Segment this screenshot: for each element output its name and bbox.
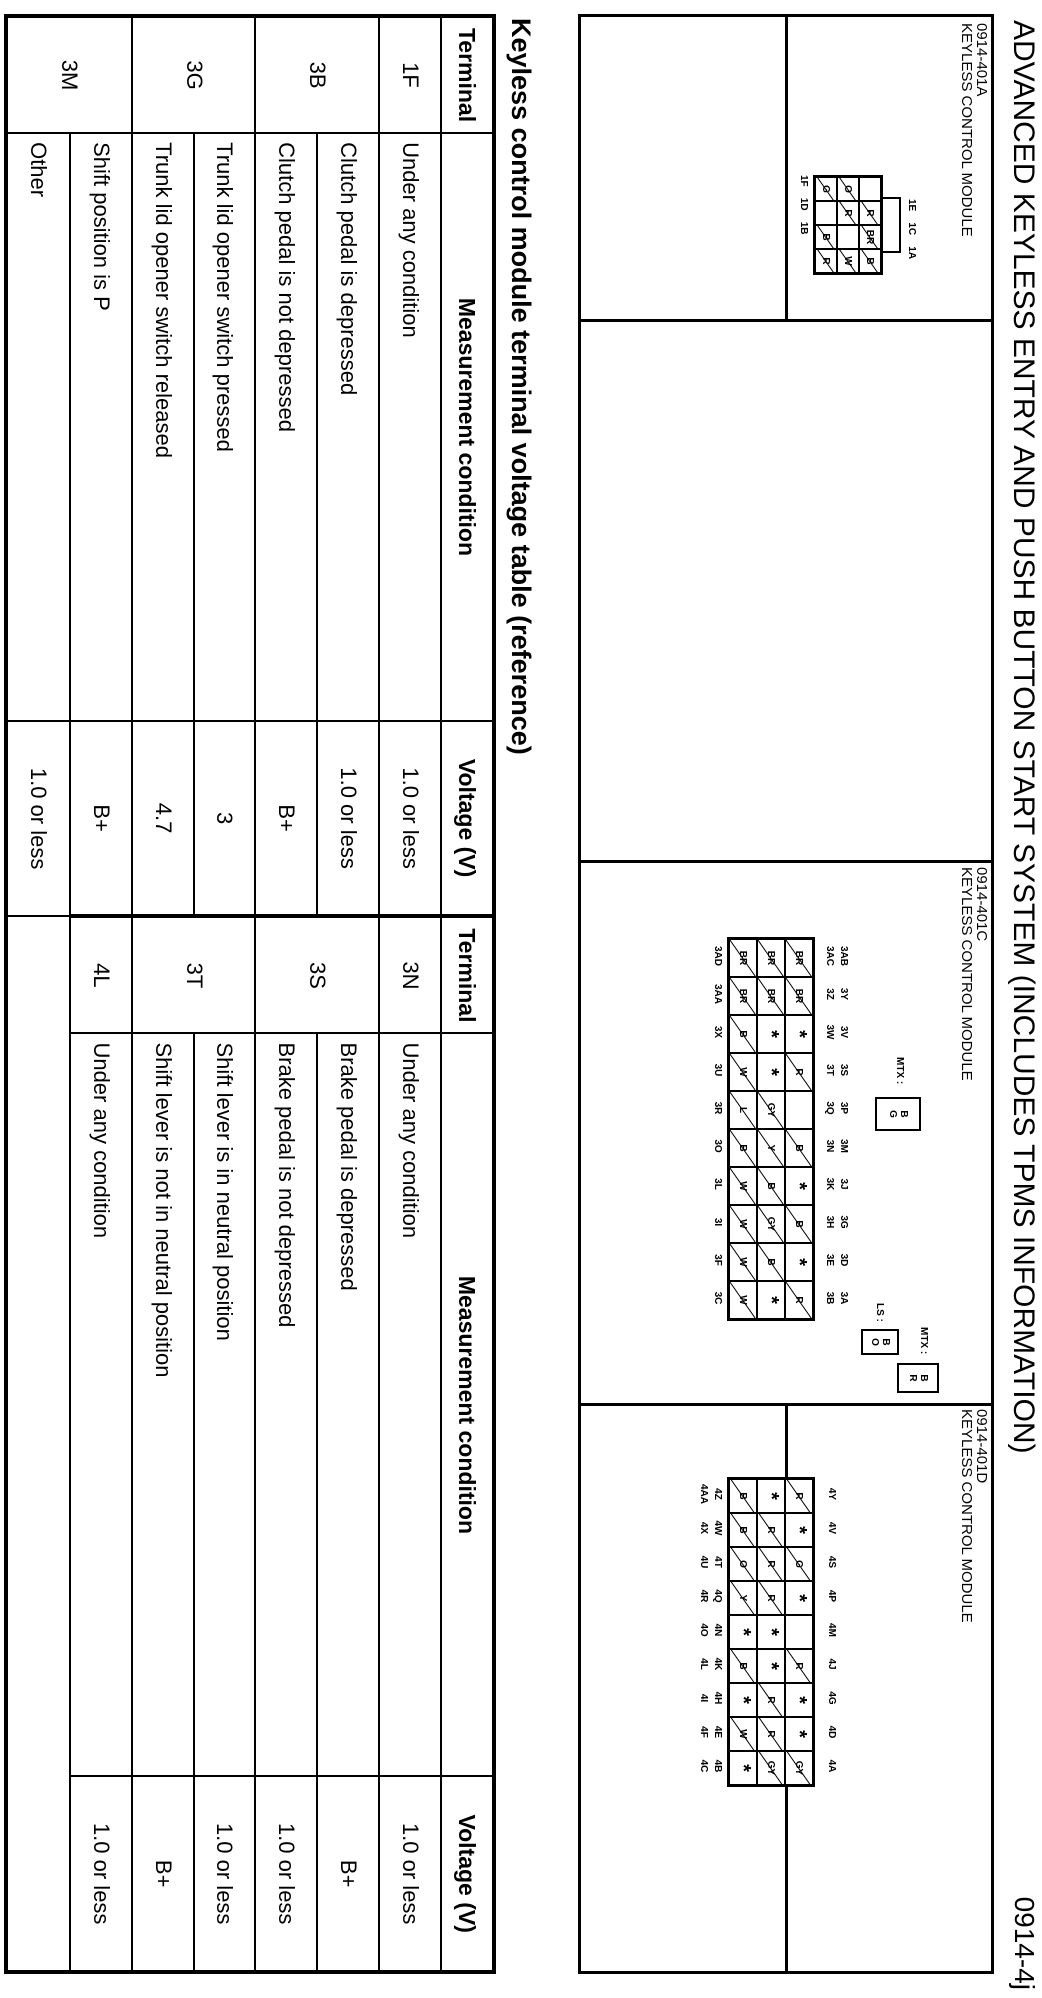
- connector-cell: B: [729, 1479, 757, 1513]
- pin-label: 4K: [712, 1657, 723, 1671]
- connector-cell: *: [785, 1513, 813, 1547]
- connector-cell: BR: [785, 977, 813, 1015]
- pin-label: 3M: [838, 1139, 849, 1153]
- connector-cell: *: [757, 1053, 785, 1091]
- connector-cell: GY: [757, 1205, 785, 1243]
- connector-cell: [785, 1091, 813, 1129]
- connector-cell: B: [729, 1129, 757, 1167]
- voltage-cell: 3: [194, 721, 256, 917]
- connector-cell: O: [729, 1547, 757, 1581]
- voltage-cell: 4.7: [132, 721, 194, 917]
- pin-label: 3R: [712, 1101, 723, 1115]
- header-condition: Measurement condition: [441, 133, 494, 721]
- voltage-cell: 1.0 or less: [255, 1776, 317, 1972]
- pin-label: 4A: [826, 1759, 837, 1773]
- connector-cell: B: [729, 1513, 757, 1547]
- pin-label: 3H: [824, 1215, 835, 1229]
- connector-cell: BR: [729, 939, 757, 977]
- connector-cell: W: [729, 1717, 757, 1751]
- pin-label: 4P: [826, 1589, 837, 1603]
- panel-d-name: KEYLESS CONTROL MODULE: [958, 1409, 975, 1623]
- connector-cell: R: [785, 1649, 813, 1683]
- connector-cell: W: [729, 1205, 757, 1243]
- terminal-cell: 3B: [255, 16, 379, 133]
- pin-label: 4O: [698, 1623, 709, 1637]
- panel-c-code: 0914-401C: [973, 867, 990, 942]
- connector-diagram-frame: [578, 14, 994, 1974]
- pin-label: 4I: [698, 1693, 709, 1703]
- table-row: [6, 16, 70, 1972]
- connector-a-grid: [813, 175, 883, 275]
- connector-cell: R: [785, 1281, 813, 1319]
- connector-cell: B: [729, 1649, 757, 1683]
- condition-cell: Brake pedal is depressed: [317, 1033, 379, 1776]
- connector-cell: B: [815, 225, 837, 249]
- connector-cell: R: [859, 201, 881, 225]
- pin-label: 3Y: [838, 987, 849, 1001]
- pin-label: 1B: [798, 221, 809, 235]
- connector-cell: BR: [859, 225, 881, 249]
- condition-cell: Trunk lid opener switch pressed: [194, 133, 256, 721]
- terminal-cell: 4L: [70, 916, 132, 1033]
- pin-label: 3Q: [824, 1101, 835, 1115]
- connector-cell: W: [729, 1053, 757, 1091]
- pin-label: 3Z: [824, 988, 835, 1000]
- pin-label: 1F: [798, 175, 809, 187]
- pin-label: 1A: [906, 246, 917, 260]
- pin-label: 3AB: [838, 945, 849, 966]
- connector-cell: *: [757, 1649, 785, 1683]
- connector-cell: R: [757, 1513, 785, 1547]
- pin-label: 4H: [712, 1691, 723, 1705]
- pin-label: 3V: [838, 1025, 849, 1039]
- pin-label: 3W: [824, 1024, 835, 1040]
- connector-cell: BR: [757, 977, 785, 1015]
- pin-label: 3B: [824, 1291, 835, 1305]
- connector-cell: *: [729, 1615, 757, 1649]
- table-row: [317, 16, 379, 1972]
- connector-cell: *: [785, 1581, 813, 1615]
- pin-label: 3D: [838, 1253, 849, 1267]
- connector-cell: GY: [757, 1751, 785, 1785]
- pin-label: 4G: [826, 1691, 837, 1705]
- pin-label: 3I: [712, 1217, 723, 1227]
- pin-label: 3E: [824, 1253, 835, 1267]
- pin-label: 3AD: [712, 945, 723, 966]
- condition-cell: Under any condition: [70, 1033, 132, 1776]
- connector-cell: *: [729, 1683, 757, 1717]
- connector-cell: [815, 201, 837, 225]
- connector-cell: GY: [785, 1751, 813, 1785]
- pin-label: 3S: [838, 1063, 849, 1077]
- condition-cell: Shift lever is in neutral position: [194, 1033, 256, 1776]
- pin-label: 4N: [712, 1623, 723, 1637]
- voltage-cell: B+: [132, 1776, 194, 1972]
- pin-label: 4E: [712, 1725, 723, 1739]
- mtx-box-right: B R: [897, 1363, 939, 1393]
- connector-c-grid: [727, 937, 815, 1321]
- voltage-table-body: [6, 16, 441, 1972]
- pin-label: 3J: [838, 1178, 849, 1190]
- connector-cell: B: [757, 1167, 785, 1205]
- condition-cell: Under any condition: [379, 133, 441, 721]
- connector-c: [712, 937, 849, 1321]
- pin-label: 3N: [824, 1139, 835, 1153]
- header-terminal: Terminal: [441, 16, 494, 133]
- pin-label: 1D: [798, 197, 809, 211]
- connector-cell: B: [859, 249, 881, 273]
- connector-cell: R: [757, 1547, 785, 1581]
- connector-cell: BR: [785, 939, 813, 977]
- connector-cell: B: [757, 1243, 785, 1281]
- panel-a-code: 0914-401A: [973, 23, 990, 97]
- voltage-cell: 1.0 or less: [379, 1776, 441, 1972]
- connector-cell: GY: [757, 1091, 785, 1129]
- connector-cell: G: [785, 1547, 813, 1581]
- header-voltage: Voltage (V): [441, 1776, 494, 1972]
- ls-box: B O: [861, 1329, 899, 1355]
- pin-label: 3K: [824, 1177, 835, 1191]
- header-condition: Measurement condition: [441, 1033, 494, 1776]
- voltage-cell: 1.0 or less: [6, 721, 70, 917]
- table-row: [194, 16, 256, 1972]
- connector-cell: B: [785, 1205, 813, 1243]
- table-header-row: [441, 16, 494, 1972]
- connector-cell: BR: [757, 939, 785, 977]
- voltage-cell: 1.0 or less: [317, 721, 379, 917]
- mtx-box-top: B G: [875, 1097, 921, 1131]
- connector-cell: *: [757, 1615, 785, 1649]
- voltage-cell: 1.0 or less: [70, 1776, 132, 1972]
- connector-cell: *: [757, 1479, 785, 1513]
- condition-cell: Clutch pedal is not depressed: [255, 133, 317, 721]
- pin-label: 4L: [698, 1658, 709, 1670]
- connector-cell: *: [757, 1281, 785, 1319]
- pin-label: 4J: [826, 1658, 837, 1670]
- panel-c-name: KEYLESS CONTROL MODULE: [958, 867, 975, 1081]
- voltage-cell: B+: [255, 721, 317, 917]
- header-terminal: Terminal: [441, 916, 494, 1033]
- connector-cell: O: [837, 177, 859, 201]
- voltage-cell: B+: [70, 721, 132, 917]
- pin-label: 4AA: [698, 1483, 709, 1504]
- pin-label: 4Q: [712, 1589, 723, 1603]
- connector-cell: R: [757, 1581, 785, 1615]
- mtx-label-2: MTX :: [918, 1327, 929, 1355]
- page-number: 0914-4j: [1009, 1896, 1040, 1990]
- voltage-cell: 1.0 or less: [194, 1776, 256, 1972]
- connector-cell: W: [729, 1281, 757, 1319]
- document-title: ADVANCED KEYLESS ENTRY AND PUSH BUTTON START SYSTEM (INCLUDES TPMS INFORMATION): [1007, 20, 1040, 1454]
- connector-cell: *: [785, 1717, 813, 1751]
- connector-cell: W: [837, 249, 859, 273]
- connector-cell: [837, 225, 859, 249]
- condition-cell: Trunk lid opener switch released: [132, 133, 194, 721]
- connector-cell: *: [785, 1683, 813, 1717]
- pin-label: 4R: [698, 1589, 709, 1603]
- panel-d-code: 0914-401D: [973, 1409, 990, 1484]
- connector-cell: *: [729, 1751, 757, 1785]
- pin-label: 3A: [838, 1291, 849, 1305]
- pin-label: 3X: [712, 1025, 723, 1039]
- connector-cell: R: [785, 1053, 813, 1091]
- pin-label: 4D: [826, 1725, 837, 1739]
- connector-cell: R: [757, 1717, 785, 1751]
- pin-label: 4F: [698, 1726, 709, 1738]
- pin-label: 4W: [712, 1520, 723, 1536]
- pin-label: 3AA: [712, 983, 723, 1004]
- connector-cell: G: [815, 177, 837, 201]
- pin-label: 3F: [712, 1254, 723, 1266]
- condition-cell: Clutch pedal is depressed: [317, 133, 379, 721]
- pin-label: 4U: [698, 1555, 709, 1569]
- connector-cell: B: [729, 1015, 757, 1053]
- pin-label: 4Z: [712, 1488, 723, 1500]
- pin-label: 3O: [712, 1139, 723, 1153]
- mtx-label: MTX :: [894, 1057, 905, 1085]
- pin-label: 3T: [824, 1064, 835, 1076]
- connector-cell: Y: [729, 1581, 757, 1615]
- connector-cell: W: [729, 1167, 757, 1205]
- panel-a-name: KEYLESS CONTROL MODULE: [958, 23, 975, 237]
- connector-cell: B: [785, 1129, 813, 1167]
- pin-label: 1E: [906, 199, 917, 212]
- connector-cell: [859, 177, 881, 201]
- connector-cell: [785, 1615, 813, 1649]
- connector-cell: R: [785, 1479, 813, 1513]
- pin-label: 4Y: [826, 1487, 837, 1501]
- pin-label: 3L: [712, 1178, 723, 1190]
- connector-d-grid: [727, 1477, 815, 1787]
- terminal-cell: 3S: [255, 916, 379, 1033]
- pin-label: 4B: [712, 1759, 723, 1773]
- voltage-cell: 1.0 or less: [379, 721, 441, 917]
- pin-label: 3C: [712, 1291, 723, 1305]
- terminal-cell: 3T: [132, 916, 256, 1033]
- voltage-cell: B+: [317, 1776, 379, 1972]
- terminal-cell: 3G: [132, 16, 256, 133]
- connector-cell: R: [837, 201, 859, 225]
- connector-cell: R: [815, 249, 837, 273]
- connector-cell: *: [785, 1015, 813, 1053]
- connector-cell: W: [729, 1243, 757, 1281]
- pin-label: 1C: [906, 222, 917, 236]
- connector-cell: BR: [729, 977, 757, 1015]
- connector-cell: R: [757, 1683, 785, 1717]
- pin-label: 4V: [826, 1521, 837, 1535]
- connector-d: [698, 1477, 837, 1787]
- condition-cell: Other: [6, 133, 70, 721]
- table-title: Keyless control module terminal voltage table (reference): [506, 18, 536, 755]
- terminal-cell: 3N: [379, 916, 441, 1033]
- pin-label: 4S: [826, 1555, 837, 1569]
- pin-label: 3U: [712, 1063, 723, 1077]
- connector-cell: *: [785, 1167, 813, 1205]
- condition-cell: Under any condition: [379, 1033, 441, 1776]
- pin-label: 4T: [712, 1556, 723, 1568]
- terminal-cell: 1F: [379, 16, 441, 133]
- connector-a: [798, 175, 917, 275]
- pin-label: 4M: [826, 1623, 837, 1637]
- condition-cell: Shift position is P: [70, 133, 132, 721]
- connector-cell: *: [785, 1243, 813, 1281]
- connector-cell: L: [729, 1091, 757, 1129]
- pin-label: 3AC: [824, 945, 835, 966]
- pin-label: 3P: [838, 1101, 849, 1115]
- table-row: [379, 16, 441, 1972]
- voltage-table: [4, 14, 496, 1974]
- terminal-cell: 3M: [6, 16, 132, 133]
- pin-label: 4X: [698, 1521, 709, 1535]
- connector-cell: Y: [757, 1129, 785, 1167]
- condition-cell: Shift lever is not in neutral position: [132, 1033, 194, 1776]
- condition-cell: Brake pedal is not depressed: [255, 1033, 317, 1776]
- table-row: [70, 16, 132, 1972]
- ls-label: LS :: [874, 1303, 885, 1322]
- pin-label: 4C: [698, 1759, 709, 1773]
- pin-label: 3G: [838, 1215, 849, 1229]
- header-voltage: Voltage (V): [441, 721, 494, 917]
- connector-cell: *: [757, 1015, 785, 1053]
